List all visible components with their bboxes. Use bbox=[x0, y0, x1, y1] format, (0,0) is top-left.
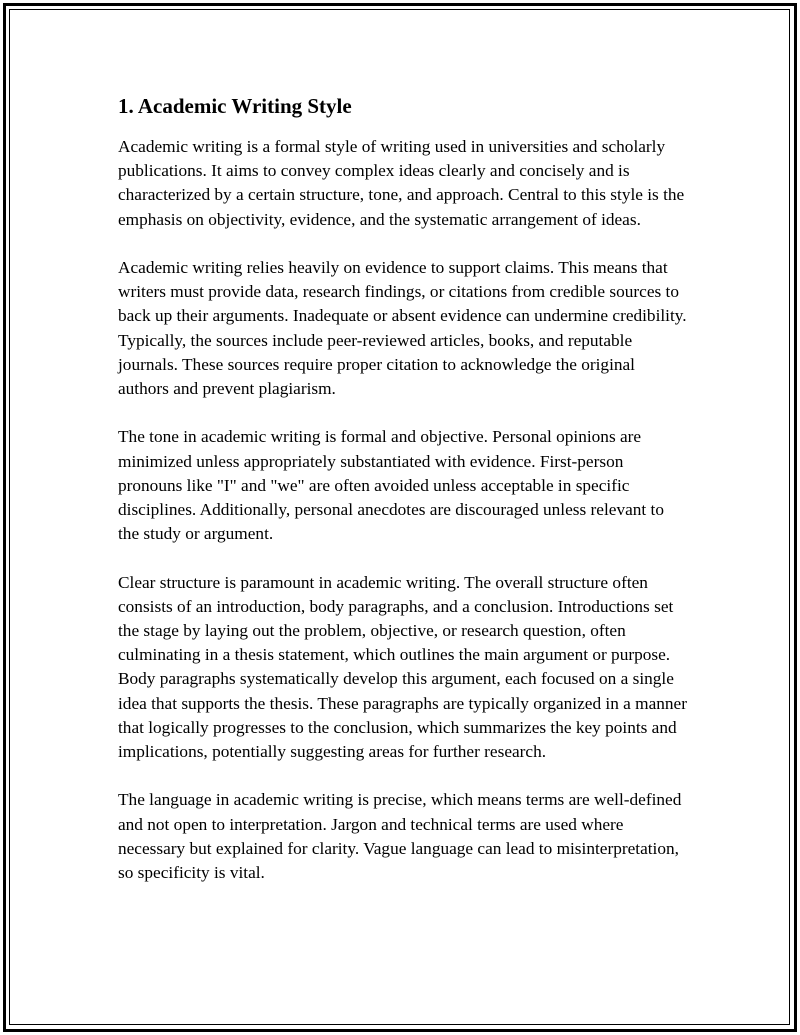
paragraph-tone: The tone in academic writing is formal and objective. Personal opinions are minimized unless appropriately substantiated with evidence. First-person pronouns like "I" and "we" are often avoided unless acceptable in specific disciplines. Additionally, personal anecdotes are discouraged unless relevant to the study or argument. bbox=[118, 427, 664, 544]
document-body bbox=[118, 92, 688, 909]
paragraph-introduction: Academic writing is a formal style of writing used in universities and scholarly publications. It aims to convey complex ideas clearly and concisely and is characterized by a certain structure, tone, and approach. Central to this style is the emphasis on objectivity, evidence, and the systematic arrangement of ideas. bbox=[118, 137, 685, 229]
paragraph-structure: Clear structure is paramount in academic writing. The overall structure often consists of an introduction, body paragraphs, and a conclusion. Introductions set the stage by laying out the problem, objective, or research question, often culminating in a thesis statement, which outlines the main argument or purpose. Body paragraphs systematically develop this argument, each focused on a single idea that supports the thesis. These paragraphs are typically organized in a manner that logically progresses to the conclusion, which summarizes the key points and implications, potentially suggesting areas for further research. bbox=[118, 572, 687, 762]
paragraph-evidence: Academic writing relies heavily on evidence to support claims. This means that writers must provide data, research findings, or citations from credible sources to back up their arguments. Inadequate or absent evidence can undermine credibility. Typically, the sources include peer-reviewed articles, books, and reputable journals. These sources require proper citation to acknowledge the original authors and prevent plagiarism. bbox=[118, 258, 687, 399]
section-heading: 1. Academic Writing Style bbox=[118, 94, 352, 118]
paragraph-language: The language in academic writing is precise, which means terms are well-defined and not open to interpretation. Jargon and technical terms are used where necessary but explained for clarity. Vague language can lead to misinterpretation, so specificity is vital. bbox=[118, 790, 682, 883]
